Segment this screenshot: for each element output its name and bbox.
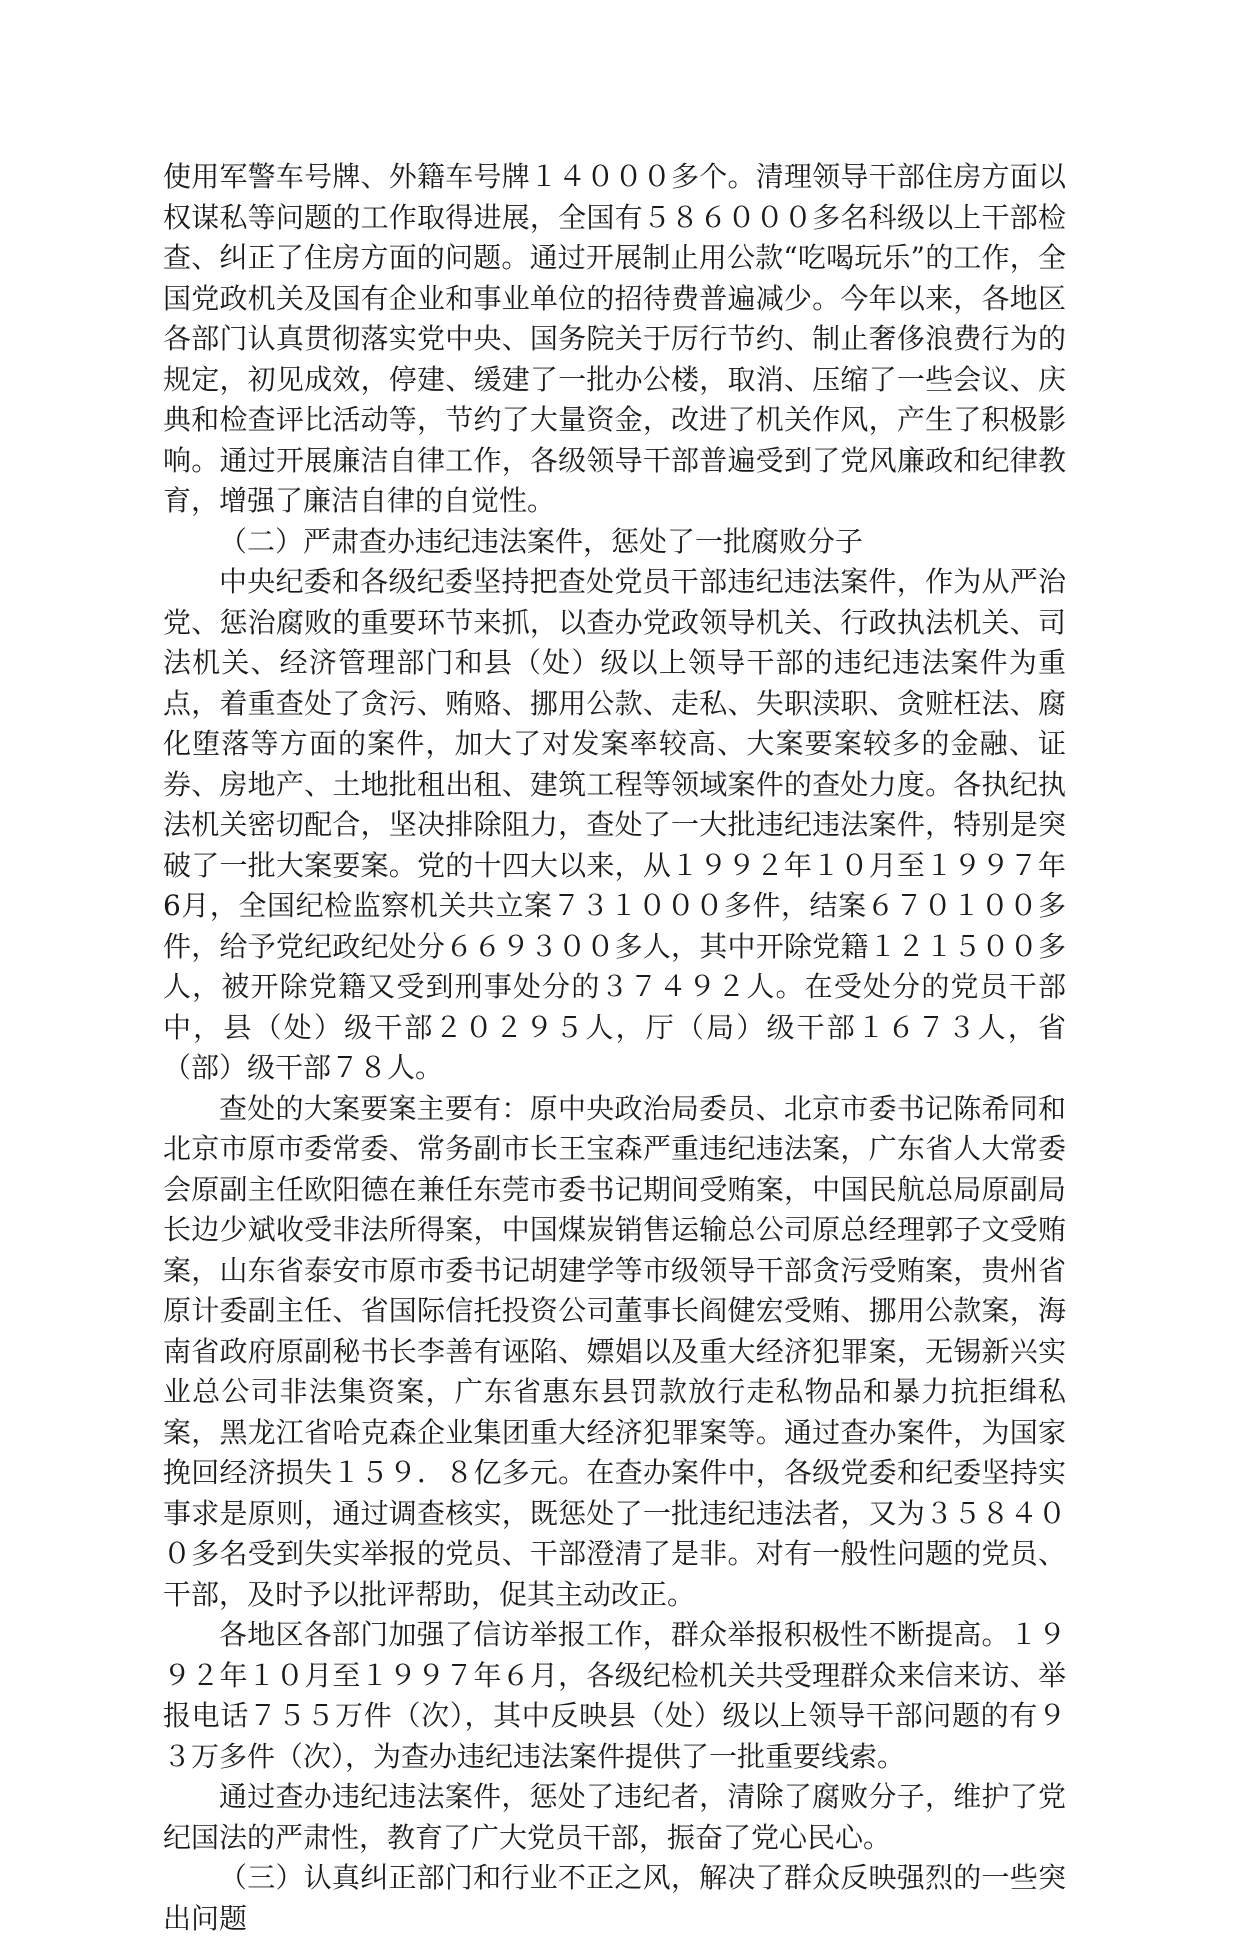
body-paragraph: 中央纪委和各级纪委坚持把查处党员干部违纪违法案件，作为从严治党、惩治腐败的重要环节来抓，以查办党政领导机关、行政执法机关、司法机关、经济管理部门和县（处）级以上领导干部的违纪违法案件为重点，着重查处了贪污、贿赂、挪用公款、走私、失职渎职、贪赃枉法、腐化堕落等方面的案件，加大了对发案率较高、大案要案较多的金融、证券、房地产、土地批租出租、建筑工程等领域案件的查处力度。各执纪执法机关密切配合，坚决排除阻力，查处了一大批违纪违法案件，特别是突破了一批大案要案。党的十四大以来，从１９９２年１０月至１９９７年6月，全国纪检监察机关共立案７３１０００多件，结案６７０１００多件，给予党纪政纪处分６６９３００多人，其中开除党籍１２１５００多人，被开除党籍又受到刑事处分的３７４９２人。在受处分的党员干部中，县（处）级干部２０２９５人，厅（局）级干部１６７３人，省（部）级干部７８人。 [163, 565, 1066, 1084]
document-page [163, 157, 1066, 1939]
section-heading: （三）认真纠正部门和行业不正之风，解决了群众反映强烈的一些突出问题 [163, 1861, 1066, 1935]
body-paragraph: 各地区各部门加强了信访举报工作，群众举报积极性不断提高。１９９２年１０月至１９９７年６月，各级纪检机关共受理群众来信来访、举报电话７５５万件（次），其中反映县（处）级以上领导干部问题的有９３万多件（次），为查办违纪违法案件提供了一批重要线索。 [163, 1618, 1066, 1773]
body-paragraph: 通过查办违纪违法案件，惩处了违纪者，清除了腐败分子，维护了党纪国法的严肃性，教育了广大党员干部，振奋了党心民心。 [163, 1780, 1066, 1854]
body-paragraph: 查处的大案要案主要有：原中央政治局委员、北京市委书记陈希同和北京市原市委常委、常务副市长王宝森严重违纪违法案，广东省人大常委会原副主任欧阳德在兼任东莞市委书记期间受贿案，中国民航总局原副局长边少斌收受非法所得案，中国煤炭销售运输总公司原总经理郭子文受贿案，山东省泰安市原市委书记胡建学等市级领导干部贪污受贿案，贵州省原计委副主任、省国际信托投资公司董事长阎健宏受贿、挪用公款案，海南省政府原副秘书长李善有诬陷、嫖娼以及重大经济犯罪案，无锡新兴实业总公司非法集资案，广东省惠东县罚款放行走私物品和暴力抗拒缉私案，黑龙江省哈克森企业集团重大经济犯罪案等。通过查办案件，为国家挽回经济损失１５９．８亿多元。在查办案件中，各级党委和纪委坚持实事求是原则，通过调查核实，既惩处了一批违纪违法者，又为３５８４００多名受到失实举报的党员、干部澄清了是非。对有一般性问题的党员、干部，及时予以批评帮助，促其主动改正。 [163, 1091, 1066, 1611]
section-heading: （二）严肃查办违纪违法案件，惩处了一批腐败分子 [219, 524, 864, 558]
body-paragraph: 使用军警车号牌、外籍车号牌１４０００多个。清理领导干部住房方面以权谋私等问题的工作取得进展，全国有５８６０００多名科级以上干部检查、纠正了住房方面的问题。通过开展制止用公款“吃喝玩乐”的工作，全国党政机关及国有企业和事业单位的招待费普遍减少。今年以来，各地区各部门认真贯彻落实党中央、国务院关于厉行节约、制止奢侈浪费行为的规定，初见成效，停建、缓建了一批办公楼，取消、压缩了一些会议、庆典和检查评比活动等，节约了大量资金，改进了机关作风，产生了积极影响。通过开展廉洁自律工作，各级领导干部普遍受到了党风廉政和纪律教育，增强了廉洁自律的自觉性。 [163, 160, 1066, 517]
